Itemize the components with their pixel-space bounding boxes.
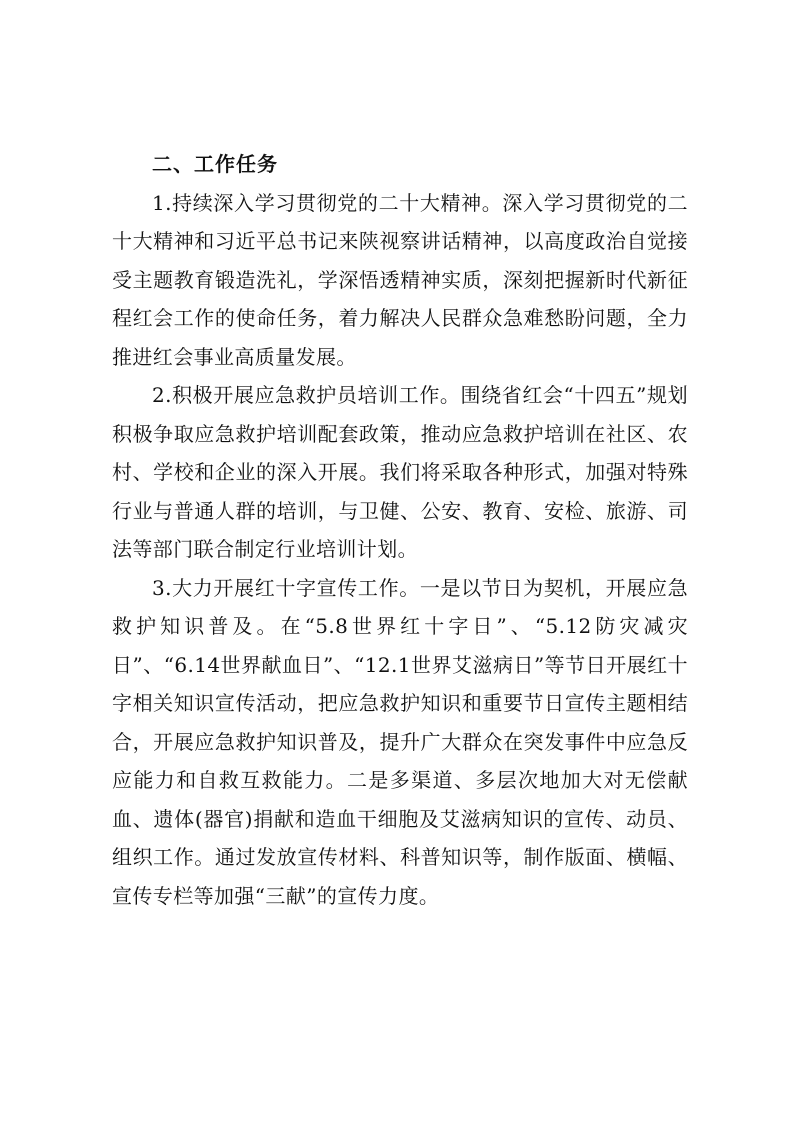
paragraph-3: 3.大力开展红十字宣传工作。一是以节日为契机，开展应急救护知识普及。在“5.8世界红十字日”、“5.12防灾减灾日”、“6.14世界献血日”、“12.1世界艾滋病日”等节日开展红十字相关知识宣传活动，把应急救护知识和重要节日宣传主题相结合，开展应急救护知识普及，提升广大群众在突发事件中应急反应能力和自救互救能力。二是多渠道、多层次地加大对无偿献血、遗体(器官)捐献和造血干细胞及艾滋病知识的宣传、动员、组织工作。通过发放宣传材料、科普知识等，制作版面、横幅、宣传专栏等加强“三献”的宣传力度。 [112,575,688,908]
document-body [112,145,688,915]
section-heading: 二、工作任务 [152,152,278,176]
paragraph-2: 2.积极开展应急救护员培训工作。围绕省红会“十四五”规划积极争取应急救护培训配套政策，推动应急救护培训在社区、农村、学校和企业的深入开展。我们将采取各种形式，加强对特殊行业与普通人群的培训，与卫健、公安、教育、安检、旅游、司法等部门联合制定行业培训计划。 [112,383,688,561]
paragraph-1: 1.持续深入学习贯彻党的二十大精神。深入学习贯彻党的二十大精神和习近平总书记来陕视察讲话精神，以高度政治自觉接受主题教育锻造洗礼，学深悟透精神实质，深刻把握新时代新征程红会工作的使命任务，着力解决人民群众急难愁盼问题，全力推进红会事业高质量发展。 [112,190,688,369]
